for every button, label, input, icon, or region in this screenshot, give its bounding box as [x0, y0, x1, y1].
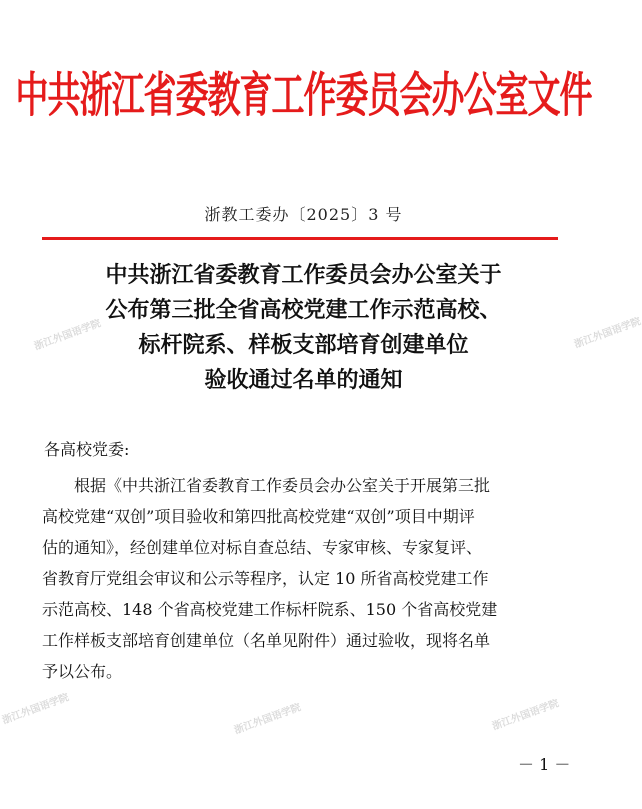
page-number: － 1 －	[518, 755, 571, 774]
document-title	[0, 258, 607, 398]
watermark: 浙江外国语学院	[0, 692, 71, 727]
body-line: 予以公布。	[42, 662, 123, 681]
title-line: 标杆院系、样板支部培育创建单位	[138, 332, 469, 358]
document-masthead: 中共浙江省委教育工作委员会办公室文件	[15, 66, 592, 124]
title-line: 公布第三批全省高校党建工作示范高校、	[105, 297, 502, 323]
title-line: 验收通过名单的通知	[204, 367, 403, 393]
watermark: 浙江外国语学院	[572, 316, 642, 351]
watermark: 浙江外国语学院	[490, 698, 561, 733]
body-line: 工作样板支部培育创建单位（名单见附件）通过验收，现将名单	[42, 631, 491, 650]
watermark: 浙江外国语学院	[32, 318, 103, 353]
salutation: 各高校党委:	[44, 440, 130, 459]
body-line: 估的通知》，经创建单位对标自查总结、专家审核、专家复评、	[42, 538, 483, 557]
title-line: 中共浙江省委教育工作委员会办公室关于	[105, 262, 502, 288]
watermark: 浙江外国语学院	[232, 702, 303, 737]
body-line: 根据《中共浙江省委教育工作委员会办公室关于开展第三批	[42, 476, 491, 495]
body-paragraph	[42, 470, 562, 687]
red-divider-rule	[42, 237, 558, 240]
body-line: 高校党建“双创”项目验收和第四批高校党建“双创”项目中期评	[42, 507, 475, 526]
body-line: 示范高校、148 个省高校党建工作标杆院系、150 个省高校党建	[42, 600, 498, 619]
document-number: 浙教工委办〔2025〕3 号	[204, 205, 403, 224]
body-line: 省教育厅党组会审议和公示等程序，认定 10 所省高校党建工作	[42, 569, 489, 588]
